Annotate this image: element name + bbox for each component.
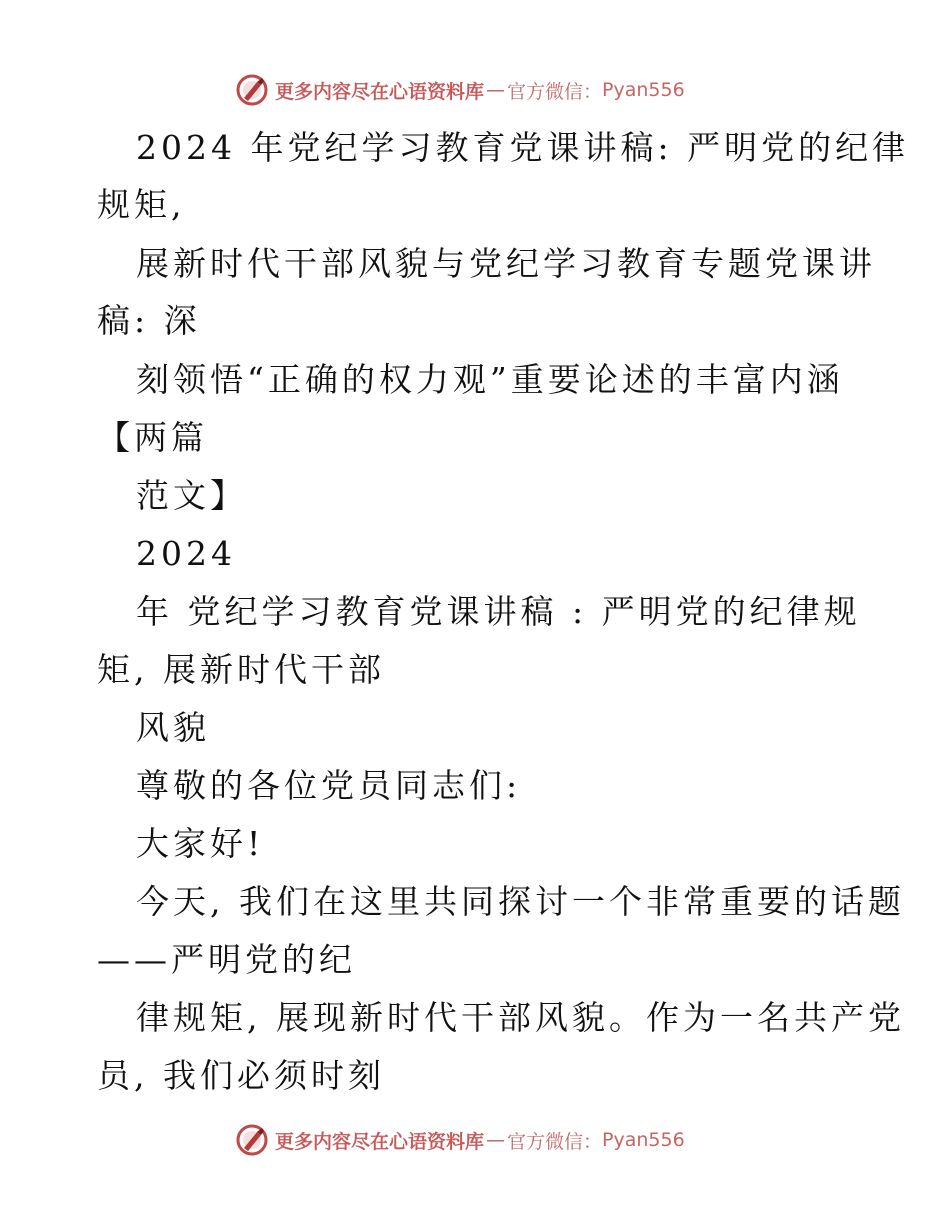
footer-site-text: 更多内容尽在心语资料库 [275,1130,485,1153]
text-line: 尊敬的各位党员同志们: [136,766,522,805]
text-line: 2024 [136,534,236,573]
header-banner [235,72,685,108]
footer-banner [235,1122,685,1158]
text-line: ——严明党的纪 [97,940,356,979]
text-line: 稿: 深 [97,301,201,340]
text-line: 刻领悟“正确的权力观”重要论述的丰富内涵 [136,360,844,399]
header-wechat-label: 官方微信： [507,80,603,103]
text-line: 员, 我们必须时刻 [97,1056,385,1095]
text-line: 【两篇 [97,418,208,457]
header-wechat-id: Pyan556 [602,79,685,101]
text-line: 展新时代干部风貌与党纪学习教育专题党课讲 [136,244,876,283]
footer-wechat-label: 官方微信： [507,1130,603,1153]
footer-separator: — [486,1129,506,1151]
header-separator: — [486,79,506,101]
text-line: 今天, 我们在这里共同探讨一个非常重要的话题 [136,882,905,921]
pen-seal-logo-icon [235,1123,269,1157]
pen-seal-logo-icon [235,73,269,107]
text-line: 规矩, [97,185,186,224]
footer-wechat-id: Pyan556 [602,1129,685,1151]
text-line: 年 党纪学习教育党课讲稿 : 严明党的纪律规 [136,592,861,631]
text-line: 2024 年党纪学习教育党课讲稿: 严明党的纪律 [136,128,910,167]
text-line: 大家好! [136,824,265,863]
text-line: 风貌 [136,708,210,747]
header-site-text: 更多内容尽在心语资料库 [275,80,485,103]
text-line: 范文】 [136,476,247,515]
text-line: 律规矩, 展现新时代干部风貌。作为一名共产党 [136,998,905,1037]
text-line: 矩, 展新时代干部 [97,650,385,689]
